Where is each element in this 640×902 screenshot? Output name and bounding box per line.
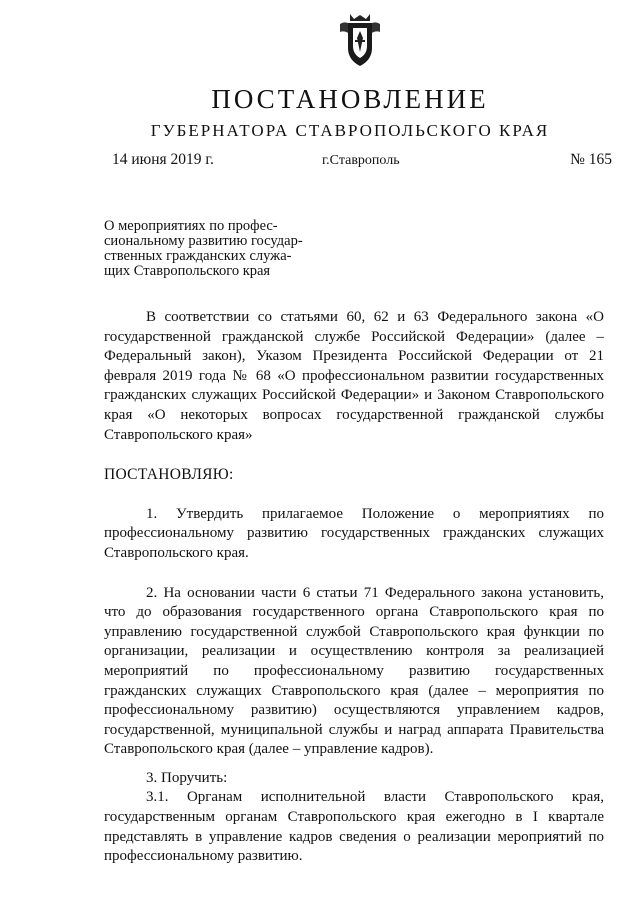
issuer-subtitle: ГУБЕРНАТОРА СТАВРОПОЛЬСКОГО КРАЯ	[150, 121, 550, 140]
subject-line: О мероприятиях по профес-	[104, 218, 278, 234]
document-date: 14 июня 2019 г.	[112, 151, 214, 168]
subject-line: щих Ставропольского края	[104, 263, 271, 279]
document-number: № 165	[570, 151, 612, 168]
document-title: ПОСТАНОВЛЕНИЕ	[211, 84, 489, 114]
coat-of-arms-emblem	[336, 12, 384, 68]
item-2-paragraph: 2. На основании части 6 статьи 71 Федерального закона установить, что до образования государственного органа Ставропольского края по управлению государственной службой Ставропольского края функции по организации, реализации и осуществлению контроля за реализацией мероприятий по профессиональному развитию государственных гражданских служащих Ставропольского края (далее – мероприятия по профессиональному развитию) осуществляются управлением кадров, государственной, муниципальной службы и наград аппарата Правительства Ставропольского края (далее – управление кадров).	[104, 584, 604, 758]
subject-line: сиональному развитию государ-	[104, 233, 303, 249]
document-subject	[104, 219, 324, 279]
document-body	[104, 308, 604, 867]
item-3-paragraph: 3. Поручить:	[146, 769, 228, 786]
decree-heading: ПОСТАНОВЛЯЮ:	[104, 466, 234, 484]
preamble-paragraph: В соответствии со статьями 60, 62 и 63 Федерального закона «О государственной гражданской службе Российской Федерации» (далее – Федеральный закон), Указом Президента Российской Федерации от 21 февраля 2019 года № 68 «О профессиональном развитии государственных гражданских служащих Российской Федерации» и Законом Ставропольского края «О некоторых вопросах государственной гражданской службы Ставропольского края»	[104, 309, 604, 443]
item-3-1-paragraph: 3.1. Органам исполнительной власти Ставропольского края, государственным органам Ставропольского края ежегодно в I квартале представлять в управление кадров сведения о реализации мероприятий по профессиональному развитию.	[104, 789, 604, 865]
document-city: г.Ставрополь	[322, 153, 400, 168]
item-1-paragraph: 1. Утвердить прилагаемое Положение о мероприятиях по профессиональному развитию государственных гражданских служащих Ставропольского края.	[104, 505, 604, 561]
subject-line: ственных гражданских служа-	[104, 248, 292, 264]
